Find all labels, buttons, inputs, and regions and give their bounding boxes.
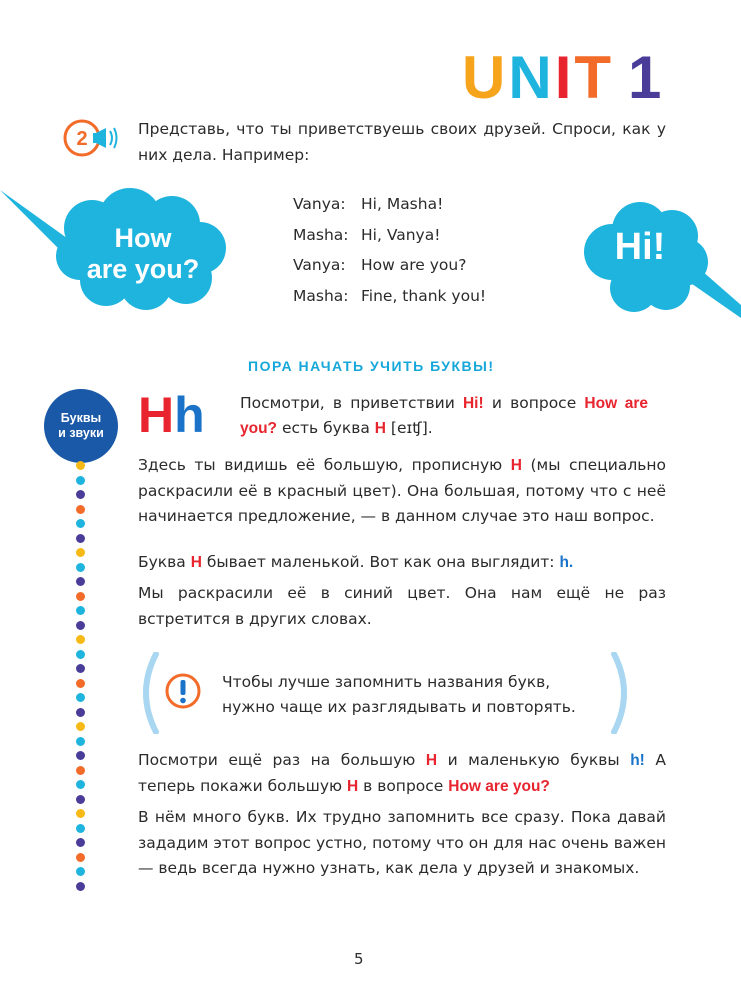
dialog-text: Hi, Vanya! <box>361 225 441 244</box>
decorative-dot <box>76 722 85 731</box>
highlight-letter: H <box>374 420 386 437</box>
bubble-line: are you? <box>86 254 200 284</box>
decorative-dot <box>76 490 85 499</box>
letter-lowercase: h <box>174 387 205 443</box>
decorative-dot <box>76 867 85 876</box>
decorative-dot <box>76 650 85 659</box>
decorative-dot <box>76 795 85 804</box>
text-run: Посмотри ещё раз на большую <box>138 751 426 769</box>
intro-paragraph <box>240 391 648 441</box>
highlight-hi: Hi! <box>462 395 484 412</box>
decorative-dot <box>76 809 85 818</box>
decorative-dot <box>76 606 85 615</box>
decorative-dot <box>76 751 85 760</box>
decorative-dot <box>76 882 85 891</box>
decorative-dot <box>76 461 85 470</box>
paragraph-many-letters: В нём много букв. Их трудно запомнить все сразу. Пока давай зададим этот вопрос устно, потому что он для нас очень важен — ведь всегда нужно узнать, как дела у друзей и знакомых. <box>138 808 666 877</box>
dialog <box>293 189 486 311</box>
task-number: 2 <box>76 128 88 150</box>
decorative-dot <box>76 766 85 775</box>
text-run: есть буква <box>277 419 375 437</box>
letter-uppercase: H <box>138 387 175 443</box>
section-heading: ПОРА НАЧАТЬ УЧИТЬ БУКВЫ! <box>248 358 495 374</box>
decorative-dot <box>76 853 85 862</box>
decorative-dot <box>76 505 85 514</box>
decorative-dot <box>76 548 85 557</box>
decorative-dot <box>76 635 85 644</box>
dialog-line <box>293 281 486 312</box>
decorative-dot <box>76 693 85 702</box>
letter-hh <box>138 387 205 443</box>
decorative-dot <box>76 838 85 847</box>
highlight-letter: H <box>425 752 438 769</box>
speaker: Masha: <box>293 286 349 305</box>
text-run: Здесь ты видишь её большую, прописную <box>138 456 511 474</box>
badge-line: и звуки <box>58 426 104 440</box>
text-run: А теперь покажи большую <box>138 751 666 795</box>
highlight-letter: H <box>510 457 522 474</box>
bubble-text-how-are-you <box>68 223 218 285</box>
speaker: Vanya: <box>293 195 346 213</box>
dialog-text: How are you? <box>361 256 467 274</box>
highlight-small-letter: h. <box>559 554 574 571</box>
unit-letter: I <box>554 44 575 111</box>
decorative-dot <box>76 780 85 789</box>
highlight-letter: H <box>347 777 359 795</box>
decorative-dot <box>76 621 85 630</box>
unit-title <box>462 44 665 111</box>
highlight-letter: H <box>190 554 202 571</box>
decorative-dot <box>76 563 85 572</box>
page-number: 5 <box>354 950 364 968</box>
decorative-dot <box>76 534 85 543</box>
text-run: (мы специально раскрасили её в красный цвет). Она большая, потому что с неё начинается предложение, — в данном случае это наш вопрос. <box>138 456 666 525</box>
dialog-line <box>293 250 486 281</box>
dialog-text: Fine, thank you! <box>361 286 487 305</box>
decorative-dot <box>76 476 85 485</box>
bubble-text-hi: Hi! <box>614 226 666 268</box>
text-run: в вопросе <box>358 776 449 795</box>
speaking-task-icon <box>62 118 120 158</box>
task-instruction: Представь, что ты приветствуешь своих друзей. Спроси, как у них дела. Например: <box>138 120 666 164</box>
highlight-how-are-you: How are you? <box>240 395 648 437</box>
decorative-dot <box>76 592 85 601</box>
decorative-dot <box>76 737 85 746</box>
decorative-dot <box>76 577 85 586</box>
dialog-line <box>293 220 486 251</box>
decorative-dot <box>76 708 85 717</box>
unit-letter: 1 <box>628 44 665 111</box>
decorative-dot <box>76 824 85 833</box>
transcription: [eɪʧ]. <box>385 419 433 437</box>
note-text: Чтобы лучше запомнить названия букв, нужно чаще их разглядывать и повторять. <box>222 673 576 716</box>
unit-letter: T <box>574 44 615 111</box>
paragraph-show-letter <box>138 748 666 799</box>
highlight-small-letter: h! <box>630 752 645 769</box>
decorative-dot <box>76 519 85 528</box>
speaker: Vanya: <box>293 256 346 274</box>
dialog-text: Hi, Masha! <box>361 195 444 213</box>
paragraph-lowercase <box>138 550 666 576</box>
bubble-line: How <box>114 223 172 253</box>
highlight-how-are-you: How are you? <box>448 777 550 795</box>
sidebar-badge <box>44 389 118 463</box>
exclamation-icon <box>164 672 202 710</box>
dialog-line <box>293 189 486 220</box>
unit-letter: N <box>508 44 555 111</box>
decorative-dot <box>76 664 85 673</box>
text-run: Буква <box>138 553 191 571</box>
text-run: бывает маленькой. Вот как она выглядит: <box>201 553 560 571</box>
decorative-dot <box>76 679 85 688</box>
text-run: и маленькую буквы <box>437 751 631 769</box>
text-run: и вопросе <box>483 394 585 412</box>
paragraph-uppercase <box>138 453 666 530</box>
badge-line: Буквы <box>60 411 102 425</box>
speaker: Masha: <box>293 225 349 244</box>
text-run: Посмотри, в приветствии <box>240 394 463 412</box>
paragraph-blue-color: Мы раскрасили её в синий цвет. Она нам ещё не раз встретится в других словах. <box>138 584 666 628</box>
unit-letter: U <box>462 44 509 111</box>
